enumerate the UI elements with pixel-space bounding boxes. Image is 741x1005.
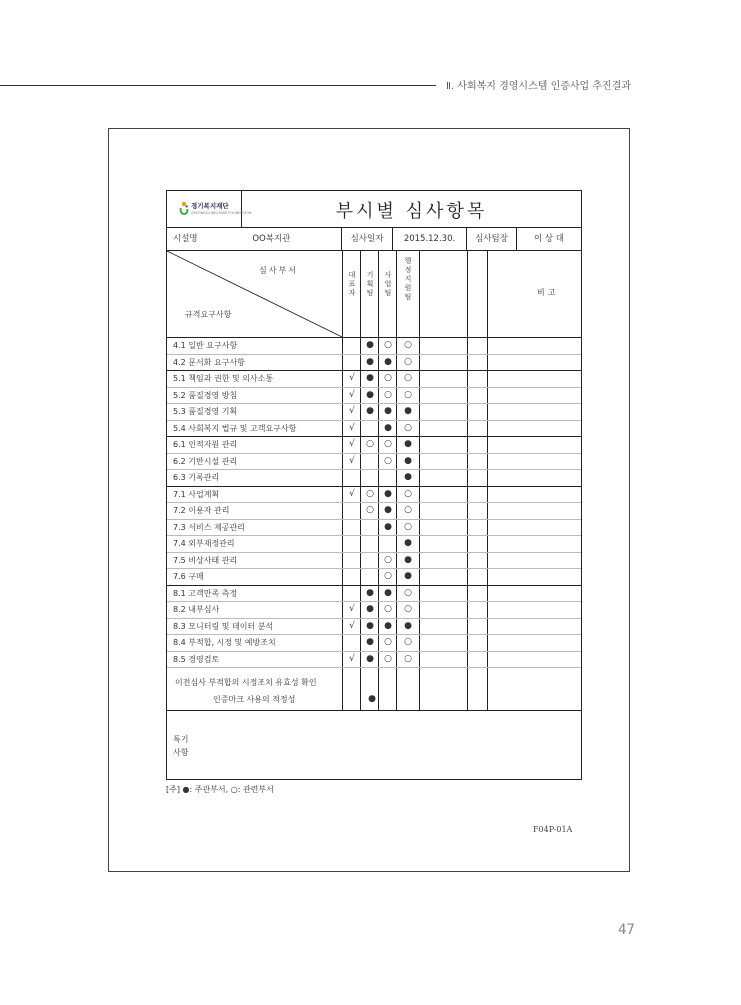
table-row bbox=[167, 421, 581, 438]
audit-date-label: 심사일자 bbox=[342, 228, 393, 250]
special-notes-row bbox=[166, 711, 582, 780]
table-row bbox=[167, 569, 581, 586]
dept-mark: √ bbox=[349, 406, 355, 416]
extra-section bbox=[166, 668, 582, 711]
requirement-label: 7.4 외부재정관리 bbox=[173, 539, 235, 548]
table-row bbox=[167, 355, 581, 372]
extra-row-1 bbox=[167, 674, 581, 692]
requirement-label: 4.1 일반 요구사항 bbox=[173, 341, 238, 350]
dept-mark: √ bbox=[349, 653, 355, 664]
dept-mark: ● bbox=[404, 554, 412, 565]
facility-cell bbox=[167, 228, 342, 250]
table-row bbox=[167, 454, 581, 471]
extra-line-2: 인증마크 사용의 적정성 bbox=[213, 695, 296, 704]
special-notes-label: 특기 사항 bbox=[173, 735, 189, 757]
dept-mark: ○ bbox=[384, 604, 392, 614]
foundation-logo bbox=[167, 191, 252, 227]
dept-mark: ● bbox=[404, 455, 412, 466]
form-code: F04P-01A bbox=[533, 825, 573, 834]
dept-mark: √ bbox=[349, 389, 355, 400]
criteria-table bbox=[166, 251, 582, 668]
dept-mark: ● bbox=[384, 587, 392, 598]
requirement-label: 8.1 고객만족 측정 bbox=[173, 588, 238, 598]
dept-mark: ● bbox=[384, 356, 392, 367]
dept-mark: √ bbox=[349, 604, 355, 614]
requirement-label: 5.4 사회복지 법규 및 고객요구사항 bbox=[173, 423, 297, 433]
dept-mark: ● bbox=[384, 505, 392, 515]
dept-mark: ○ bbox=[366, 439, 374, 449]
dept-mark: ● bbox=[384, 521, 392, 532]
dept-mark: ○ bbox=[366, 488, 374, 499]
dept-mark: ● bbox=[404, 472, 412, 482]
requirement-label: 7.2 이용자 관리 bbox=[173, 506, 230, 515]
dept-mark: √ bbox=[349, 488, 355, 499]
dept-mark: ● bbox=[366, 389, 374, 400]
requirement-label: 5.2 품질경영 방침 bbox=[173, 390, 238, 400]
dept-mark: ○ bbox=[384, 373, 392, 383]
dept-mark: ○ bbox=[384, 554, 392, 565]
audit-date-value: 2015.12.30. bbox=[393, 228, 467, 250]
table-row bbox=[167, 619, 581, 636]
requirement-label: 6.3 기록관리 bbox=[173, 473, 220, 482]
dept-mark: ○ bbox=[404, 505, 412, 515]
dept-mark: ○ bbox=[404, 373, 412, 383]
table-row bbox=[167, 371, 581, 388]
dept-mark: ● bbox=[404, 571, 412, 581]
table-row bbox=[167, 536, 581, 553]
requirement-label: 6.2 기반시설 관리 bbox=[173, 456, 238, 466]
dept-mark: ○ bbox=[404, 653, 412, 664]
dept-mark: ● bbox=[384, 422, 392, 433]
dept-mark: ○ bbox=[404, 488, 412, 499]
dept-mark: ● bbox=[366, 373, 374, 383]
table-row bbox=[167, 635, 581, 652]
dept-mark: ● bbox=[366, 604, 374, 614]
dept-mark: ● bbox=[366, 653, 374, 664]
footnote: [주] ●: 주관부서, ○: 관련부서 bbox=[166, 785, 274, 794]
dept-mark: √ bbox=[349, 620, 355, 631]
col-head-ceo: 대표자 bbox=[348, 271, 356, 297]
col-head-program: 사업팀 bbox=[384, 271, 392, 297]
diag-top-label: 심사부서 bbox=[259, 266, 298, 275]
dept-mark: ○ bbox=[404, 356, 412, 367]
col-head-admin: 행정지원팀 bbox=[404, 257, 412, 301]
dept-mark: ○ bbox=[384, 571, 392, 581]
table-row bbox=[167, 652, 581, 669]
dept-mark: ● bbox=[384, 488, 392, 499]
logo-text: 경기복지재단 bbox=[191, 202, 229, 210]
table-row bbox=[167, 602, 581, 619]
dept-mark: ● bbox=[404, 406, 412, 416]
requirement-label: 7.1 사업계획 bbox=[173, 489, 220, 499]
table-row bbox=[167, 437, 581, 454]
dept-mark: ● bbox=[366, 340, 374, 350]
facility-value: OO복지관 bbox=[252, 234, 291, 244]
section-header: Ⅱ. 사회복지 경영시스템 인증사업 추진결과 bbox=[446, 81, 632, 92]
table-row bbox=[167, 338, 581, 355]
requirement-label: 8.4 부적합, 시정 및 예방조치 bbox=[173, 638, 276, 647]
table-row bbox=[167, 553, 581, 570]
dept-mark: ● bbox=[404, 620, 412, 631]
dept-mark: ● bbox=[366, 637, 374, 647]
requirement-label: 8.5 경영검토 bbox=[173, 654, 220, 664]
form-title: 부시별 심사항목 bbox=[335, 201, 488, 222]
col-head-planning: 기획팀 bbox=[366, 271, 374, 297]
dept-mark: ○ bbox=[384, 637, 392, 647]
diag-bottom-label: 규격요구사항 bbox=[185, 310, 232, 319]
dept-mark: √ bbox=[349, 373, 355, 383]
page-number: 47 bbox=[618, 922, 635, 938]
dept-mark: ○ bbox=[384, 653, 392, 664]
dept-mark: ● bbox=[404, 439, 412, 449]
form-title-row bbox=[166, 190, 582, 228]
dept-mark: √ bbox=[349, 439, 355, 449]
dept-mark: ○ bbox=[384, 340, 392, 350]
table-row bbox=[167, 520, 581, 537]
table-header bbox=[167, 251, 581, 338]
facility-label: 시설명 bbox=[173, 234, 198, 244]
remark-head: 비고 bbox=[537, 288, 559, 297]
dept-mark: ● bbox=[366, 406, 374, 416]
dept-mark: √ bbox=[349, 455, 355, 466]
dept-mark: ● bbox=[366, 356, 374, 367]
dept-mark: ○ bbox=[366, 505, 374, 515]
dept-mark: ○ bbox=[404, 422, 412, 433]
table-row bbox=[167, 487, 581, 504]
dept-mark: ○ bbox=[404, 521, 412, 532]
dept-mark: ○ bbox=[404, 587, 412, 598]
logo-subtext: GYEONGGI WELFARE FOUNDATION bbox=[191, 211, 252, 215]
table-row bbox=[167, 388, 581, 405]
dept-mark: ○ bbox=[384, 455, 392, 466]
dept-mark: ○ bbox=[384, 389, 392, 400]
dept-mark: ● bbox=[384, 620, 392, 631]
table-row bbox=[167, 404, 581, 421]
table-row bbox=[167, 586, 581, 603]
dept-mark: ○ bbox=[404, 604, 412, 614]
dept-mark: ○ bbox=[404, 340, 412, 350]
dept-mark: ● bbox=[366, 620, 374, 631]
extra-line-1: 이전심사 부적합의 시정조치 유효성 확인 bbox=[175, 678, 317, 687]
dept-mark: ● bbox=[384, 406, 392, 416]
requirement-label: 8.2 내부심사 bbox=[173, 605, 220, 614]
auditor-value: 이 상 대 bbox=[533, 234, 565, 244]
extra-mark-planning: ● bbox=[368, 694, 376, 704]
logo-icon bbox=[179, 201, 189, 215]
table-row bbox=[167, 503, 581, 520]
dept-mark: ○ bbox=[384, 439, 392, 449]
requirement-label: 6.1 인적자원 관리 bbox=[173, 440, 238, 449]
requirement-label: 8.3 모니터링 및 데이터 분석 bbox=[173, 621, 274, 631]
table-row bbox=[167, 470, 581, 487]
requirement-label: 4.2 문서화 요구사항 bbox=[173, 357, 245, 367]
diagonal-line bbox=[167, 251, 342, 337]
requirement-label: 7.6 구매 bbox=[173, 572, 204, 581]
requirement-label: 7.5 비상사태 관리 bbox=[173, 555, 238, 565]
auditor-label: 심사팀장 bbox=[467, 228, 517, 250]
extra-row-2 bbox=[167, 692, 581, 710]
header-rule bbox=[0, 85, 436, 86]
dept-mark: √ bbox=[349, 422, 355, 433]
dept-mark: ○ bbox=[404, 637, 412, 647]
dept-mark: ● bbox=[366, 587, 374, 598]
dept-mark: ○ bbox=[404, 389, 412, 400]
table-body bbox=[167, 338, 581, 668]
audit-form bbox=[166, 190, 582, 800]
requirement-label: 7.3 서비스 제공관리 bbox=[173, 522, 245, 532]
info-row bbox=[166, 228, 582, 251]
requirement-label: 5.3 품질경영 기획 bbox=[173, 407, 238, 416]
requirement-label: 5.1 책임과 권한 및 의사소통 bbox=[173, 374, 274, 383]
dept-mark: ● bbox=[404, 538, 412, 548]
